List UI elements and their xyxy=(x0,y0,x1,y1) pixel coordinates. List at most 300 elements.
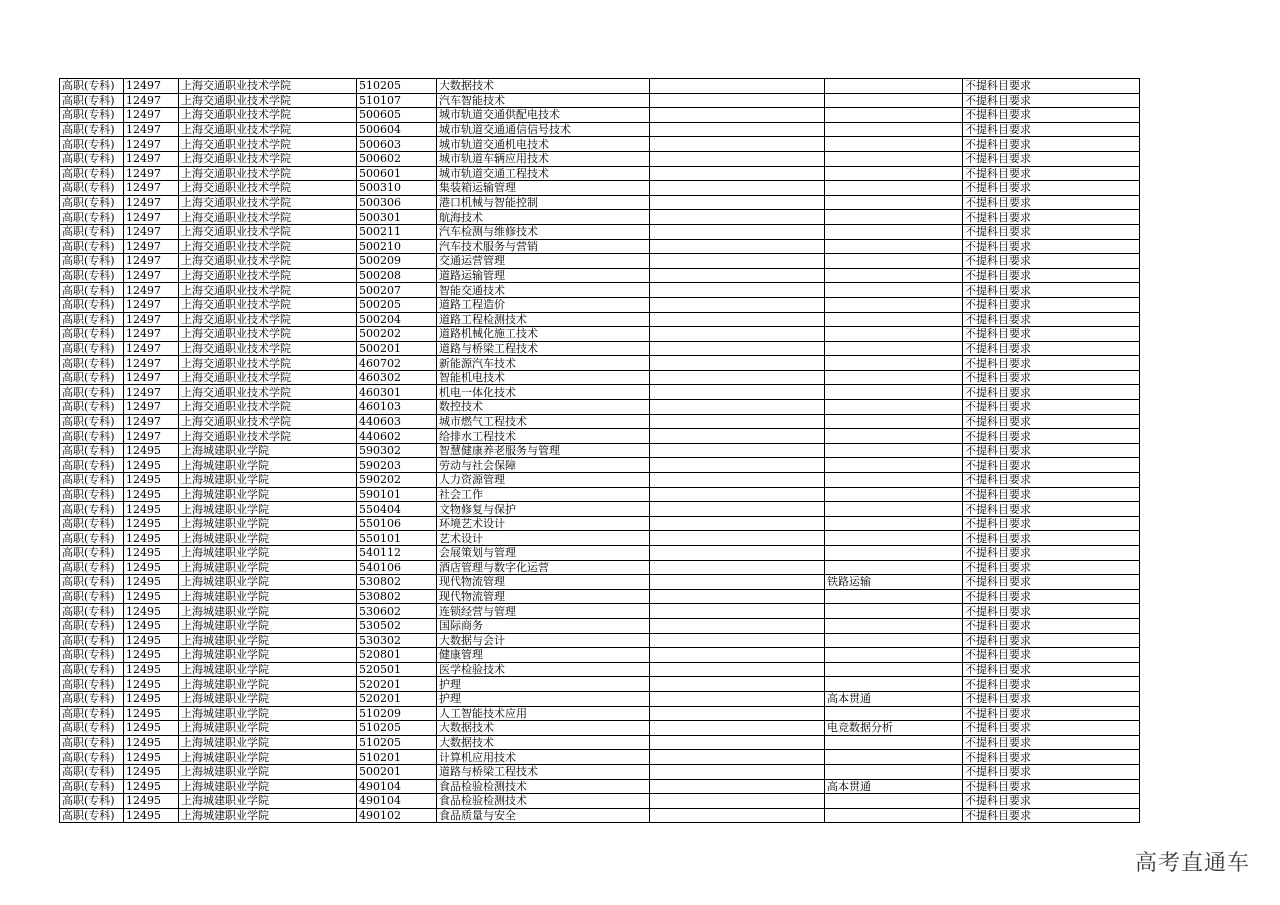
blank-cell xyxy=(650,633,825,648)
school-code-cell: 12497 xyxy=(124,370,179,385)
level-cell: 高职(专科) xyxy=(60,546,124,561)
requirement-cell: 不提科目要求 xyxy=(963,79,1140,94)
school-name-cell: 上海交通职业技术学院 xyxy=(179,312,357,327)
major-name-cell: 城市轨道交通工程技术 xyxy=(437,166,650,181)
major-code-cell: 520801 xyxy=(357,648,437,663)
note-cell: 铁路运输 xyxy=(825,575,963,590)
note-cell xyxy=(825,327,963,342)
blank-cell xyxy=(650,443,825,458)
table-row xyxy=(60,327,1140,342)
table-row xyxy=(60,224,1140,239)
major-name-cell: 道路与桥梁工程技术 xyxy=(437,341,650,356)
table-row xyxy=(60,516,1140,531)
blank-cell xyxy=(650,239,825,254)
level-cell: 高职(专科) xyxy=(60,210,124,225)
major-code-cell: 530802 xyxy=(357,575,437,590)
note-cell xyxy=(825,414,963,429)
blank-cell xyxy=(650,79,825,94)
blank-cell xyxy=(650,224,825,239)
major-name-cell: 智能机电技术 xyxy=(437,370,650,385)
table-row xyxy=(60,122,1140,137)
level-cell: 高职(专科) xyxy=(60,648,124,663)
school-name-cell: 上海交通职业技术学院 xyxy=(179,297,357,312)
major-code-cell: 500306 xyxy=(357,195,437,210)
level-cell: 高职(专科) xyxy=(60,341,124,356)
requirement-cell: 不提科目要求 xyxy=(963,181,1140,196)
requirement-cell: 不提科目要求 xyxy=(963,808,1140,823)
requirement-cell: 不提科目要求 xyxy=(963,458,1140,473)
school-code-cell: 12497 xyxy=(124,327,179,342)
table-row xyxy=(60,268,1140,283)
table-row xyxy=(60,297,1140,312)
major-name-cell: 连锁经营与管理 xyxy=(437,604,650,619)
note-cell xyxy=(825,516,963,531)
major-name-cell: 文物修复与保护 xyxy=(437,502,650,517)
requirement-cell: 不提科目要求 xyxy=(963,560,1140,575)
note-cell xyxy=(825,633,963,648)
major-name-cell: 社会工作 xyxy=(437,487,650,502)
school-code-cell: 12497 xyxy=(124,181,179,196)
level-cell: 高职(专科) xyxy=(60,458,124,473)
note-cell xyxy=(825,297,963,312)
table-row xyxy=(60,443,1140,458)
school-name-cell: 上海交通职业技术学院 xyxy=(179,224,357,239)
school-name-cell: 上海城建职业学院 xyxy=(179,677,357,692)
requirement-cell: 不提科目要求 xyxy=(963,268,1140,283)
school-name-cell: 上海交通职业技术学院 xyxy=(179,429,357,444)
blank-cell xyxy=(650,531,825,546)
level-cell: 高职(专科) xyxy=(60,560,124,575)
blank-cell xyxy=(650,312,825,327)
major-name-cell: 环境艺术设计 xyxy=(437,516,650,531)
major-name-cell: 汽车检测与维修技术 xyxy=(437,224,650,239)
school-code-cell: 12495 xyxy=(124,794,179,809)
level-cell: 高职(专科) xyxy=(60,370,124,385)
note-cell: 高本贯通 xyxy=(825,779,963,794)
requirement-cell: 不提科目要求 xyxy=(963,341,1140,356)
requirement-cell: 不提科目要求 xyxy=(963,706,1140,721)
requirement-cell: 不提科目要求 xyxy=(963,604,1140,619)
major-name-cell: 护理 xyxy=(437,677,650,692)
school-code-cell: 12497 xyxy=(124,210,179,225)
note-cell xyxy=(825,589,963,604)
requirement-cell: 不提科目要求 xyxy=(963,137,1140,152)
note-cell xyxy=(825,604,963,619)
major-name-cell: 护理 xyxy=(437,691,650,706)
school-name-cell: 上海交通职业技术学院 xyxy=(179,93,357,108)
school-code-cell: 12495 xyxy=(124,487,179,502)
major-code-cell: 460301 xyxy=(357,385,437,400)
requirement-cell: 不提科目要求 xyxy=(963,254,1140,269)
major-code-cell: 550106 xyxy=(357,516,437,531)
blank-cell xyxy=(650,516,825,531)
note-cell xyxy=(825,283,963,298)
level-cell: 高职(专科) xyxy=(60,589,124,604)
major-code-cell: 510205 xyxy=(357,735,437,750)
major-name-cell: 港口机械与智能控制 xyxy=(437,195,650,210)
level-cell: 高职(专科) xyxy=(60,604,124,619)
school-name-cell: 上海城建职业学院 xyxy=(179,618,357,633)
blank-cell xyxy=(650,546,825,561)
major-code-cell: 540112 xyxy=(357,546,437,561)
blank-cell xyxy=(650,575,825,590)
table-row xyxy=(60,93,1140,108)
level-cell: 高职(专科) xyxy=(60,151,124,166)
note-cell xyxy=(825,93,963,108)
requirement-cell: 不提科目要求 xyxy=(963,151,1140,166)
table-row xyxy=(60,400,1140,415)
requirement-cell: 不提科目要求 xyxy=(963,312,1140,327)
level-cell: 高职(专科) xyxy=(60,268,124,283)
level-cell: 高职(专科) xyxy=(60,794,124,809)
requirement-cell: 不提科目要求 xyxy=(963,691,1140,706)
school-name-cell: 上海城建职业学院 xyxy=(179,735,357,750)
table-row xyxy=(60,721,1140,736)
level-cell: 高职(专科) xyxy=(60,575,124,590)
major-code-cell: 500208 xyxy=(357,268,437,283)
level-cell: 高职(专科) xyxy=(60,443,124,458)
major-code-cell: 550404 xyxy=(357,502,437,517)
level-cell: 高职(专科) xyxy=(60,429,124,444)
level-cell: 高职(专科) xyxy=(60,531,124,546)
blank-cell xyxy=(650,618,825,633)
blank-cell xyxy=(650,297,825,312)
major-code-cell: 510205 xyxy=(357,721,437,736)
school-name-cell: 上海交通职业技术学院 xyxy=(179,327,357,342)
blank-cell xyxy=(650,414,825,429)
school-name-cell: 上海城建职业学院 xyxy=(179,750,357,765)
major-code-cell: 590302 xyxy=(357,443,437,458)
major-name-cell: 城市燃气工程技术 xyxy=(437,414,650,429)
school-code-cell: 12495 xyxy=(124,764,179,779)
blank-cell xyxy=(650,327,825,342)
blank-cell xyxy=(650,706,825,721)
note-cell xyxy=(825,618,963,633)
blank-cell xyxy=(650,210,825,225)
blank-cell xyxy=(650,195,825,210)
major-code-cell: 460702 xyxy=(357,356,437,371)
blank-cell xyxy=(650,93,825,108)
major-name-cell: 给排水工程技术 xyxy=(437,429,650,444)
note-cell xyxy=(825,764,963,779)
major-code-cell: 490104 xyxy=(357,794,437,809)
school-code-cell: 12497 xyxy=(124,385,179,400)
level-cell: 高职(专科) xyxy=(60,312,124,327)
level-cell: 高职(专科) xyxy=(60,706,124,721)
school-name-cell: 上海城建职业学院 xyxy=(179,633,357,648)
school-code-cell: 12497 xyxy=(124,283,179,298)
level-cell: 高职(专科) xyxy=(60,385,124,400)
table-row xyxy=(60,341,1140,356)
blank-cell xyxy=(650,400,825,415)
school-name-cell: 上海城建职业学院 xyxy=(179,662,357,677)
requirement-cell: 不提科目要求 xyxy=(963,735,1140,750)
requirement-cell: 不提科目要求 xyxy=(963,195,1140,210)
blank-cell xyxy=(650,458,825,473)
requirement-cell: 不提科目要求 xyxy=(963,648,1140,663)
table-row xyxy=(60,312,1140,327)
level-cell: 高职(专科) xyxy=(60,516,124,531)
school-code-cell: 12497 xyxy=(124,122,179,137)
note-cell xyxy=(825,181,963,196)
major-name-cell: 健康管理 xyxy=(437,648,650,663)
requirement-cell: 不提科目要求 xyxy=(963,166,1140,181)
school-code-cell: 12495 xyxy=(124,633,179,648)
major-name-cell: 医学检验技术 xyxy=(437,662,650,677)
major-code-cell: 460103 xyxy=(357,400,437,415)
major-code-cell: 540106 xyxy=(357,560,437,575)
major-code-cell: 500603 xyxy=(357,137,437,152)
major-code-cell: 510205 xyxy=(357,79,437,94)
blank-cell xyxy=(650,662,825,677)
major-name-cell: 汽车智能技术 xyxy=(437,93,650,108)
school-code-cell: 12495 xyxy=(124,618,179,633)
level-cell: 高职(专科) xyxy=(60,750,124,765)
table-row xyxy=(60,531,1140,546)
school-code-cell: 12497 xyxy=(124,268,179,283)
major-code-cell: 500202 xyxy=(357,327,437,342)
school-code-cell: 12495 xyxy=(124,750,179,765)
requirement-cell: 不提科目要求 xyxy=(963,224,1140,239)
blank-cell xyxy=(650,268,825,283)
major-name-cell: 计算机应用技术 xyxy=(437,750,650,765)
table-row xyxy=(60,458,1140,473)
major-code-cell: 500209 xyxy=(357,254,437,269)
table-row xyxy=(60,254,1140,269)
level-cell: 高职(专科) xyxy=(60,297,124,312)
school-name-cell: 上海城建职业学院 xyxy=(179,443,357,458)
school-name-cell: 上海城建职业学院 xyxy=(179,473,357,488)
requirement-cell: 不提科目要求 xyxy=(963,502,1140,517)
note-cell xyxy=(825,108,963,123)
school-code-cell: 12497 xyxy=(124,400,179,415)
school-name-cell: 上海交通职业技术学院 xyxy=(179,268,357,283)
note-cell xyxy=(825,210,963,225)
major-code-cell: 500201 xyxy=(357,341,437,356)
school-name-cell: 上海交通职业技术学院 xyxy=(179,239,357,254)
major-code-cell: 500602 xyxy=(357,151,437,166)
table-row xyxy=(60,166,1140,181)
level-cell: 高职(专科) xyxy=(60,356,124,371)
school-name-cell: 上海交通职业技术学院 xyxy=(179,181,357,196)
note-cell xyxy=(825,808,963,823)
requirement-cell: 不提科目要求 xyxy=(963,473,1140,488)
blank-cell xyxy=(650,691,825,706)
table-row xyxy=(60,151,1140,166)
table-row xyxy=(60,502,1140,517)
school-name-cell: 上海城建职业学院 xyxy=(179,691,357,706)
major-name-cell: 食品检验检测技术 xyxy=(437,794,650,809)
note-cell xyxy=(825,706,963,721)
level-cell: 高职(专科) xyxy=(60,764,124,779)
major-code-cell: 500204 xyxy=(357,312,437,327)
school-name-cell: 上海交通职业技术学院 xyxy=(179,400,357,415)
blank-cell xyxy=(650,254,825,269)
level-cell: 高职(专科) xyxy=(60,400,124,415)
school-name-cell: 上海城建职业学院 xyxy=(179,575,357,590)
major-name-cell: 道路工程检测技术 xyxy=(437,312,650,327)
major-name-cell: 食品质量与安全 xyxy=(437,808,650,823)
school-name-cell: 上海城建职业学院 xyxy=(179,589,357,604)
school-name-cell: 上海城建职业学院 xyxy=(179,458,357,473)
requirement-cell: 不提科目要求 xyxy=(963,750,1140,765)
note-cell xyxy=(825,443,963,458)
level-cell: 高职(专科) xyxy=(60,166,124,181)
requirement-cell: 不提科目要求 xyxy=(963,589,1140,604)
school-name-cell: 上海城建职业学院 xyxy=(179,604,357,619)
requirement-cell: 不提科目要求 xyxy=(963,108,1140,123)
major-name-cell: 道路机械化施工技术 xyxy=(437,327,650,342)
major-name-cell: 机电一体化技术 xyxy=(437,385,650,400)
school-code-cell: 12495 xyxy=(124,502,179,517)
requirement-cell: 不提科目要求 xyxy=(963,297,1140,312)
major-name-cell: 大数据与会计 xyxy=(437,633,650,648)
blank-cell xyxy=(650,370,825,385)
requirement-cell: 不提科目要求 xyxy=(963,618,1140,633)
school-code-cell: 12495 xyxy=(124,604,179,619)
major-code-cell: 520201 xyxy=(357,691,437,706)
school-name-cell: 上海交通职业技术学院 xyxy=(179,122,357,137)
school-code-cell: 12495 xyxy=(124,575,179,590)
blank-cell xyxy=(650,648,825,663)
major-code-cell: 500207 xyxy=(357,283,437,298)
school-name-cell: 上海城建职业学院 xyxy=(179,516,357,531)
school-code-cell: 12497 xyxy=(124,195,179,210)
note-cell xyxy=(825,487,963,502)
major-code-cell: 500601 xyxy=(357,166,437,181)
note-cell xyxy=(825,794,963,809)
note-cell xyxy=(825,429,963,444)
blank-cell xyxy=(650,181,825,196)
major-name-cell: 城市轨道交通机电技术 xyxy=(437,137,650,152)
table-row xyxy=(60,633,1140,648)
school-code-cell: 12495 xyxy=(124,735,179,750)
table-row xyxy=(60,589,1140,604)
school-name-cell: 上海交通职业技术学院 xyxy=(179,414,357,429)
major-name-cell: 会展策划与管理 xyxy=(437,546,650,561)
school-name-cell: 上海城建职业学院 xyxy=(179,487,357,502)
school-name-cell: 上海交通职业技术学院 xyxy=(179,108,357,123)
major-name-cell: 酒店管理与数字化运营 xyxy=(437,560,650,575)
major-name-cell: 大数据技术 xyxy=(437,721,650,736)
school-name-cell: 上海交通职业技术学院 xyxy=(179,356,357,371)
requirement-cell: 不提科目要求 xyxy=(963,400,1140,415)
school-code-cell: 12497 xyxy=(124,224,179,239)
level-cell: 高职(专科) xyxy=(60,633,124,648)
level-cell: 高职(专科) xyxy=(60,677,124,692)
level-cell: 高职(专科) xyxy=(60,473,124,488)
table-row xyxy=(60,283,1140,298)
note-cell xyxy=(825,79,963,94)
table-row xyxy=(60,735,1140,750)
table-row xyxy=(60,794,1140,809)
table-row xyxy=(60,385,1140,400)
school-code-cell: 12497 xyxy=(124,312,179,327)
major-name-cell: 数控技术 xyxy=(437,400,650,415)
table-row xyxy=(60,414,1140,429)
major-name-cell: 智能交通技术 xyxy=(437,283,650,298)
blank-cell xyxy=(650,794,825,809)
major-name-cell: 现代物流管理 xyxy=(437,575,650,590)
table-row xyxy=(60,575,1140,590)
school-name-cell: 上海城建职业学院 xyxy=(179,648,357,663)
school-name-cell: 上海城建职业学院 xyxy=(179,560,357,575)
school-name-cell: 上海城建职业学院 xyxy=(179,706,357,721)
level-cell: 高职(专科) xyxy=(60,735,124,750)
requirement-cell: 不提科目要求 xyxy=(963,327,1140,342)
major-code-cell: 590202 xyxy=(357,473,437,488)
school-name-cell: 上海城建职业学院 xyxy=(179,531,357,546)
requirement-cell: 不提科目要求 xyxy=(963,531,1140,546)
level-cell: 高职(专科) xyxy=(60,195,124,210)
major-code-cell: 490104 xyxy=(357,779,437,794)
level-cell: 高职(专科) xyxy=(60,808,124,823)
school-name-cell: 上海交通职业技术学院 xyxy=(179,151,357,166)
table-row xyxy=(60,181,1140,196)
note-cell xyxy=(825,312,963,327)
school-code-cell: 12495 xyxy=(124,458,179,473)
table-row xyxy=(60,239,1140,254)
blank-cell xyxy=(650,808,825,823)
requirement-cell: 不提科目要求 xyxy=(963,794,1140,809)
major-name-cell: 城市轨道交通供配电技术 xyxy=(437,108,650,123)
school-name-cell: 上海城建职业学院 xyxy=(179,779,357,794)
school-code-cell: 12497 xyxy=(124,254,179,269)
table-row xyxy=(60,370,1140,385)
table-row xyxy=(60,487,1140,502)
blank-cell xyxy=(650,764,825,779)
school-code-cell: 12495 xyxy=(124,677,179,692)
school-code-cell: 12495 xyxy=(124,662,179,677)
level-cell: 高职(专科) xyxy=(60,691,124,706)
school-code-cell: 12495 xyxy=(124,560,179,575)
major-code-cell: 530602 xyxy=(357,604,437,619)
school-name-cell: 上海城建职业学院 xyxy=(179,764,357,779)
note-cell xyxy=(825,239,963,254)
blank-cell xyxy=(650,151,825,166)
school-code-cell: 12495 xyxy=(124,779,179,794)
note-cell xyxy=(825,195,963,210)
requirement-cell: 不提科目要求 xyxy=(963,122,1140,137)
school-code-cell: 12495 xyxy=(124,589,179,604)
major-name-cell: 食品检验检测技术 xyxy=(437,779,650,794)
note-cell xyxy=(825,648,963,663)
note-cell xyxy=(825,662,963,677)
table-row xyxy=(60,195,1140,210)
blank-cell xyxy=(650,735,825,750)
table-row xyxy=(60,750,1140,765)
school-name-cell: 上海城建职业学院 xyxy=(179,721,357,736)
school-name-cell: 上海交通职业技术学院 xyxy=(179,370,357,385)
table-row xyxy=(60,779,1140,794)
requirement-cell: 不提科目要求 xyxy=(963,516,1140,531)
major-name-cell: 艺术设计 xyxy=(437,531,650,546)
level-cell: 高职(专科) xyxy=(60,239,124,254)
level-cell: 高职(专科) xyxy=(60,779,124,794)
level-cell: 高职(专科) xyxy=(60,79,124,94)
major-code-cell: 500604 xyxy=(357,122,437,137)
major-name-cell: 新能源汽车技术 xyxy=(437,356,650,371)
note-cell xyxy=(825,385,963,400)
school-name-cell: 上海城建职业学院 xyxy=(179,502,357,517)
major-code-cell: 550101 xyxy=(357,531,437,546)
school-name-cell: 上海交通职业技术学院 xyxy=(179,385,357,400)
note-cell xyxy=(825,254,963,269)
major-code-cell: 520501 xyxy=(357,662,437,677)
major-code-cell: 530802 xyxy=(357,589,437,604)
requirement-cell: 不提科目要求 xyxy=(963,239,1140,254)
school-code-cell: 12495 xyxy=(124,443,179,458)
